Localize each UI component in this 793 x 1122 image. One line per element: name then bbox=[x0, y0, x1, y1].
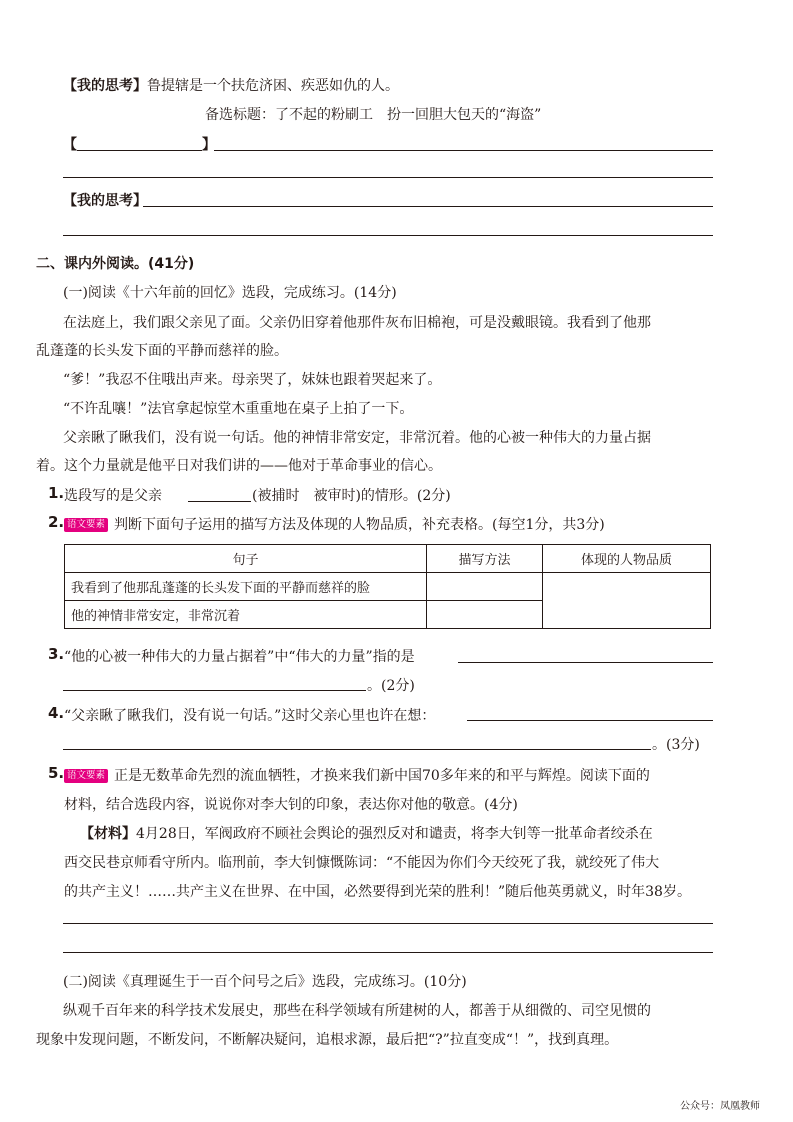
title-blank[interactable] bbox=[77, 150, 202, 151]
table-row-sentence-2: 他的神情非常安定，非常沉着 bbox=[65, 601, 427, 629]
passage-line: 父亲瞅了瞅我们，没有说一句话。他的神情非常安定，非常沉着。他的心被一种伟大的力量占据 bbox=[63, 430, 651, 446]
footer-watermark: 公众号：凤凰教师 bbox=[680, 1101, 760, 1112]
passage-line: 着。这个力量就是他平日对我们讲的——他对于革命事业的信心。 bbox=[36, 458, 442, 474]
q3-number: 3. bbox=[48, 645, 65, 663]
q5-text-b: 材料，结合选段内容，说说你对李大钊的印象，表达你对他的敬意。(4分) bbox=[64, 797, 518, 813]
material-label: 【材料】 bbox=[80, 826, 136, 842]
table-header-quality: 体现的人物品质 bbox=[543, 545, 711, 573]
q1-post: (被捕时 被审时)的情形。(2分) bbox=[252, 488, 451, 504]
think2-line[interactable] bbox=[143, 206, 713, 207]
q5-tag: 语文要素 bbox=[64, 769, 108, 783]
passage-line: 纵观千百年来的科学技术发展史，那些在科学领域有所建树的人，都善于从细微的、司空见惯的 bbox=[63, 1003, 651, 1019]
passage-line: 现象中发现问题，不断发问，不断解决疑问，追根求源，最后把“?”拉直变成“！”，找到真理。 bbox=[36, 1032, 619, 1048]
passage-line: “不许乱嚷！”法官拿起惊堂木重重地在桌子上拍了一下。 bbox=[63, 401, 414, 417]
q4-score: 。(3分) bbox=[652, 737, 700, 753]
think1-line bbox=[63, 75, 399, 95]
passage-line: “爹！”我忍不住哦出声来。母亲哭了，妹妹也跟着哭起来了。 bbox=[63, 372, 442, 388]
q3-blank[interactable] bbox=[458, 662, 713, 663]
part1-heading: (一)阅读《十六年前的回忆》选段，完成练习。(14分) bbox=[63, 285, 397, 301]
material-text-a: 4月28日，军阀政府不顾社会舆论的强烈反对和谴责，将李大钊等一批革命者绞杀在 bbox=[136, 826, 653, 842]
q2-text: 判断下面句子运用的描写方法及体现的人物品质，补充表格。(每空1分，共3分) bbox=[114, 517, 605, 533]
q1-pre: 选段写的是父亲 bbox=[64, 488, 162, 504]
q4-text: “父亲瞅了瞅我们，没有说一句话。”这时父亲心里也许在想： bbox=[64, 708, 436, 724]
table-cell-method-2[interactable] bbox=[427, 601, 543, 629]
bracket-close: 】 bbox=[202, 137, 216, 153]
answer-line[interactable] bbox=[63, 177, 713, 178]
q2-tag: 语文要素 bbox=[64, 518, 108, 532]
q5-text-a: 正是无数革命先烈的流血牺牲，才换来我们新中国70多年来的和平与辉煌。阅读下面的 bbox=[114, 768, 650, 784]
q2-table bbox=[64, 544, 711, 629]
q3-score: 。(2分) bbox=[367, 678, 415, 694]
table-header-method: 描写方法 bbox=[427, 545, 543, 573]
q5-number: 5. bbox=[48, 764, 65, 782]
title-answer-line[interactable] bbox=[214, 150, 713, 151]
q1-number: 1. bbox=[48, 484, 65, 502]
think1-label: 【我的思考】 bbox=[63, 78, 147, 94]
think1-text: 鲁提辖是一个扶危济困、疾恶如仇的人。 bbox=[147, 78, 399, 94]
think2-label: 【我的思考】 bbox=[63, 193, 147, 209]
passage-line: 在法庭上，我们跟父亲见了面。父亲仍旧穿着他那件灰布旧棉袍，可是没戴眼镜。我看到了他那 bbox=[63, 315, 651, 331]
part2-heading: (二)阅读《真理诞生于一百个问号之后》选段，完成练习。(10分) bbox=[63, 974, 467, 990]
section2-heading: 二、课内外阅读。(41分) bbox=[36, 256, 195, 272]
q3-text: “他的心被一种伟大的力量占据着”中“伟大的力量”指的是 bbox=[64, 649, 415, 665]
q3-blank-2[interactable] bbox=[63, 690, 366, 691]
q4-blank-2[interactable] bbox=[63, 749, 651, 750]
table-header-sentence: 句子 bbox=[65, 545, 427, 573]
q5-line-1 bbox=[64, 765, 650, 785]
q1-blank[interactable] bbox=[188, 501, 251, 502]
think2-line-2[interactable] bbox=[63, 235, 713, 236]
title-options: 备选标题：了不起的粉刷工 扮一回胆大包天的“海盗” bbox=[205, 107, 542, 123]
table-cell-method-1[interactable] bbox=[427, 573, 543, 601]
material-line-3: 的共产主义！……共产主义在世界、在中国，必然要得到光荣的胜利！”随后他英勇就义，时年38岁。 bbox=[64, 884, 691, 900]
q5-answer-line-2[interactable] bbox=[63, 952, 713, 953]
q2-number: 2. bbox=[48, 513, 65, 531]
q4-blank[interactable] bbox=[467, 720, 713, 721]
table-cell-quality[interactable] bbox=[543, 573, 711, 629]
bracket-open: 【 bbox=[63, 137, 77, 153]
q4-number: 4. bbox=[48, 704, 65, 722]
q2-line bbox=[64, 514, 605, 534]
material-line-1 bbox=[80, 823, 653, 843]
passage-line: 乱蓬蓬的长头发下面的平静而慈祥的脸。 bbox=[36, 343, 288, 359]
material-line-2: 西交民巷京师看守所内。临刑前，李大钊慷慨陈词：“不能因为你们今天绞死了我，就绞死了伟大 bbox=[64, 855, 660, 871]
table-row-sentence-1: 我看到了他那乱蓬蓬的长头发下面的平静而慈祥的脸 bbox=[65, 573, 427, 601]
q5-answer-line-1[interactable] bbox=[63, 923, 713, 924]
